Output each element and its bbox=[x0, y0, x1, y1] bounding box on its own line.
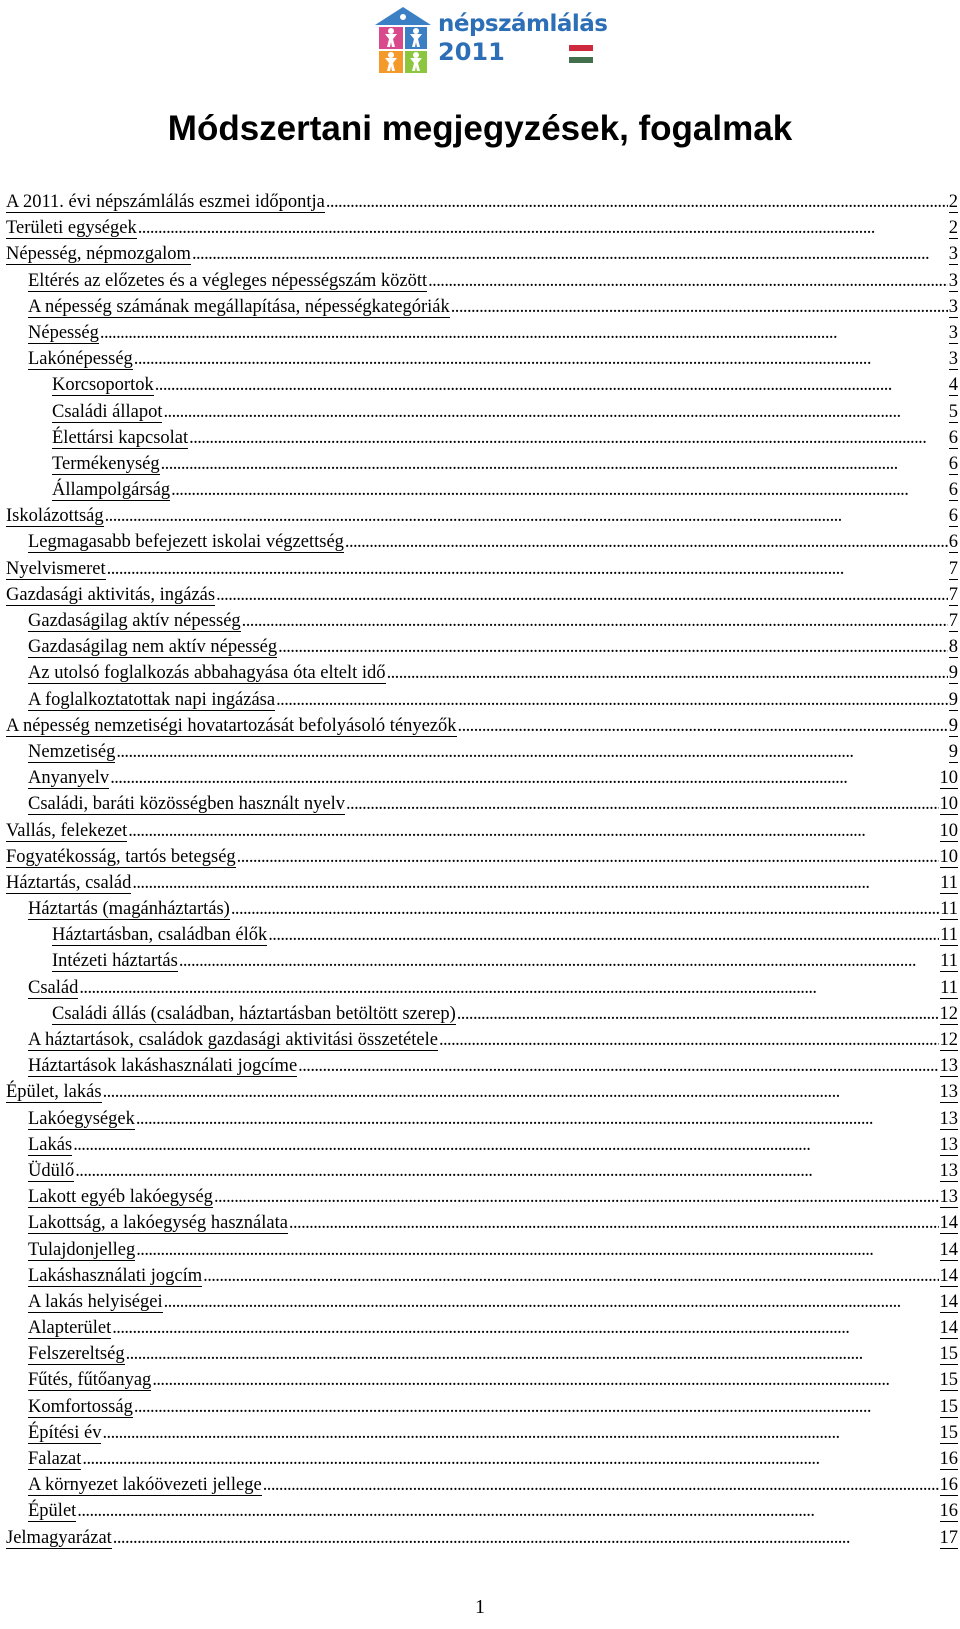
toc-entry[interactable] bbox=[6, 189, 958, 215]
toc-entry-label[interactable]: Termékenység bbox=[52, 453, 160, 474]
toc-entry[interactable] bbox=[6, 1237, 958, 1263]
toc-entry-page[interactable]: 10 bbox=[939, 794, 958, 815]
toc-entry[interactable] bbox=[6, 1158, 958, 1184]
census-logo-word: népszámlálás bbox=[438, 11, 608, 37]
toc-entry[interactable] bbox=[6, 1420, 958, 1446]
toc-dot-leader bbox=[289, 1210, 939, 1236]
toc-dot-leader bbox=[179, 948, 939, 974]
toc-entry-page[interactable]: 3 bbox=[948, 322, 958, 343]
toc-entry-page[interactable]: 2 bbox=[948, 218, 958, 239]
toc-entry-page[interactable]: 15 bbox=[939, 1370, 958, 1391]
toc-dot-leader bbox=[346, 791, 939, 817]
toc-entry[interactable] bbox=[6, 1210, 958, 1236]
toc-dot-leader bbox=[110, 765, 938, 791]
toc-entry[interactable] bbox=[6, 1394, 958, 1420]
toc-entry-page[interactable]: 14 bbox=[939, 1265, 958, 1286]
toc-entry[interactable] bbox=[6, 1525, 958, 1551]
toc-entry-page[interactable]: 4 bbox=[948, 375, 958, 396]
toc-entry-label[interactable]: Intézeti háztartás bbox=[52, 951, 178, 972]
toc-entry-page[interactable]: 15 bbox=[939, 1344, 958, 1365]
toc-entry-page[interactable]: 15 bbox=[939, 1422, 958, 1443]
toc-entry[interactable] bbox=[6, 425, 958, 451]
toc-entry-page[interactable]: 11 bbox=[940, 899, 958, 920]
toc-entry[interactable] bbox=[6, 346, 958, 372]
toc-entry[interactable] bbox=[6, 241, 958, 267]
toc-entry-label[interactable]: Legmagasabb befejezett iskolai végzettség bbox=[28, 532, 344, 553]
toc-entry-label[interactable]: Gazdaságilag nem aktív népesség bbox=[28, 637, 278, 658]
toc-entry[interactable] bbox=[6, 870, 958, 896]
toc-entry-label[interactable]: Korcsoportok bbox=[52, 375, 154, 396]
toc-entry[interactable] bbox=[6, 713, 958, 739]
toc-entry[interactable] bbox=[6, 1289, 958, 1315]
toc-dot-leader bbox=[116, 739, 947, 765]
toc-entry-page[interactable]: 13 bbox=[939, 1108, 958, 1129]
toc-entry-page[interactable]: 15 bbox=[939, 1396, 958, 1417]
toc-entry[interactable] bbox=[6, 818, 958, 844]
toc-entry[interactable] bbox=[6, 1001, 958, 1027]
toc-entry[interactable] bbox=[6, 1053, 958, 1079]
toc-entry-page[interactable]: 6 bbox=[948, 427, 958, 448]
toc-entry-label[interactable]: Gazdaságilag aktív népesség bbox=[28, 611, 241, 631]
toc-entry-page[interactable]: 6 bbox=[948, 453, 958, 474]
toc-dot-leader bbox=[451, 294, 948, 320]
toc-dot-leader bbox=[105, 503, 948, 529]
toc-entry-label[interactable]: Háztartásban, családban élők bbox=[52, 925, 268, 946]
toc-entry-label[interactable]: Család bbox=[28, 977, 79, 998]
toc-entry-label[interactable]: A háztartások, családok gazdasági aktivitási összetétele bbox=[28, 1030, 438, 1050]
toc-entry-label[interactable]: Élettársi kapcsolat bbox=[52, 427, 189, 448]
toc-entry-label[interactable]: Felszereltség bbox=[28, 1344, 125, 1365]
toc-dot-leader bbox=[82, 1446, 938, 1472]
toc-entry-label[interactable]: A lakás helyiségei bbox=[28, 1291, 163, 1312]
toc-dot-leader bbox=[113, 1525, 939, 1551]
toc-entry-page[interactable]: 13 bbox=[939, 1160, 958, 1181]
toc-entry-label[interactable]: Eltérés az előzetes és a végleges népességszám között bbox=[28, 270, 428, 291]
toc-entry-page[interactable]: 2 bbox=[948, 192, 958, 212]
toc-entry-page[interactable]: 9 bbox=[948, 741, 958, 762]
toc-entry-page[interactable]: 6 bbox=[948, 506, 958, 527]
toc-entry-label[interactable]: Nyelvismeret bbox=[6, 558, 106, 579]
toc-entry-page[interactable]: 6 bbox=[948, 532, 958, 553]
toc-dot-leader bbox=[134, 1394, 939, 1420]
census-logo bbox=[371, 3, 608, 75]
toc-dot-leader bbox=[263, 1472, 939, 1498]
table-of-contents bbox=[6, 189, 958, 1551]
toc-entry-label[interactable]: Háztartás, család bbox=[6, 872, 132, 893]
toc-entry-page[interactable]: 13 bbox=[939, 1056, 958, 1077]
toc-entry-page[interactable]: 16 bbox=[939, 1449, 958, 1469]
toc-dot-leader bbox=[75, 1158, 938, 1184]
toc-entry-page[interactable]: 10 bbox=[939, 768, 958, 789]
toc-dot-leader bbox=[79, 975, 939, 1001]
toc-entry[interactable] bbox=[6, 1498, 958, 1524]
toc-entry-label[interactable]: Épület bbox=[28, 1501, 77, 1522]
toc-dot-leader bbox=[192, 241, 948, 267]
toc-dot-leader bbox=[128, 818, 938, 844]
toc-dot-leader bbox=[126, 1341, 939, 1367]
toc-entry[interactable] bbox=[6, 844, 958, 870]
toc-entry-page[interactable]: 11 bbox=[940, 951, 958, 972]
toc-entry-page[interactable]: 3 bbox=[948, 349, 958, 370]
toc-entry-label[interactable]: Fogyatékosság, tartós betegség bbox=[6, 846, 236, 867]
toc-dot-leader bbox=[237, 844, 939, 870]
toc-entry-label[interactable]: Alapterület bbox=[28, 1318, 112, 1339]
toc-dot-leader bbox=[164, 1289, 939, 1315]
toc-entry-label[interactable]: Komfortosság bbox=[28, 1396, 133, 1417]
toc-dot-leader bbox=[439, 1027, 939, 1053]
toc-entry[interactable] bbox=[6, 1184, 958, 1210]
toc-dot-leader bbox=[102, 1420, 938, 1446]
toc-entry-label[interactable]: Épület, lakás bbox=[6, 1082, 102, 1103]
toc-entry[interactable] bbox=[6, 582, 958, 608]
toc-entry[interactable] bbox=[6, 739, 958, 765]
toc-entry-label[interactable]: A környezet lakóövezeti jellege bbox=[28, 1475, 262, 1496]
toc-dot-leader bbox=[203, 1263, 938, 1289]
toc-entry-label[interactable]: Iskolázottság bbox=[6, 506, 104, 527]
toc-entry[interactable] bbox=[6, 1472, 958, 1498]
toc-entry-page[interactable]: 11 bbox=[940, 872, 958, 893]
census-logo-figures-icon bbox=[371, 3, 435, 75]
toc-entry[interactable] bbox=[6, 1263, 958, 1289]
toc-dot-leader bbox=[216, 582, 948, 608]
toc-entry-label[interactable]: Gazdasági aktivitás, ingázás bbox=[6, 584, 216, 605]
toc-entry-label[interactable]: A 2011. évi népszámlálás eszmei időpontja bbox=[6, 192, 325, 212]
toc-dot-leader bbox=[152, 1367, 938, 1393]
toc-dot-leader bbox=[231, 896, 939, 922]
toc-dot-leader bbox=[278, 634, 948, 660]
toc-entry[interactable] bbox=[6, 660, 958, 686]
toc-entry[interactable] bbox=[6, 922, 958, 948]
toc-entry-page[interactable]: 3 bbox=[948, 270, 958, 291]
toc-dot-leader bbox=[132, 870, 939, 896]
toc-entry[interactable] bbox=[6, 975, 958, 1001]
toc-dot-leader bbox=[189, 425, 948, 451]
toc-entry[interactable] bbox=[6, 1079, 958, 1105]
toc-entry-page[interactable]: 14 bbox=[939, 1318, 958, 1339]
toc-entry[interactable] bbox=[6, 529, 958, 555]
toc-entry[interactable] bbox=[6, 503, 958, 529]
toc-entry-page[interactable]: 14 bbox=[939, 1239, 958, 1260]
toc-dot-leader bbox=[73, 1132, 938, 1158]
toc-dot-leader bbox=[345, 529, 948, 555]
toc-entry-page[interactable]: 9 bbox=[948, 663, 958, 684]
toc-entry[interactable] bbox=[6, 477, 958, 503]
toc-dot-leader bbox=[171, 477, 948, 503]
toc-entry-label[interactable]: Jelmagyarázat bbox=[6, 1527, 112, 1548]
toc-dot-leader bbox=[77, 1498, 938, 1524]
toc-entry-page[interactable]: 16 bbox=[939, 1475, 958, 1496]
toc-entry-page[interactable]: 16 bbox=[939, 1501, 958, 1522]
page-title: Módszertani megjegyzések, fogalmak bbox=[167, 109, 793, 148]
toc-dot-leader bbox=[458, 713, 948, 739]
toc-entry-page[interactable]: 6 bbox=[948, 480, 958, 501]
toc-entry-label[interactable]: A foglalkoztatottak napi ingázása bbox=[28, 689, 276, 710]
toc-entry[interactable] bbox=[6, 294, 958, 320]
toc-entry-page[interactable]: 13 bbox=[939, 1187, 958, 1208]
toc-dot-leader bbox=[163, 399, 947, 425]
toc-dot-leader bbox=[136, 1237, 938, 1263]
toc-entry-page[interactable]: 10 bbox=[939, 820, 958, 841]
toc-entry-label[interactable]: Az utolsó foglalkozás abbahagyása óta eltelt idő bbox=[28, 663, 386, 684]
toc-entry-label[interactable]: Lakónépesség bbox=[28, 349, 133, 370]
toc-entry[interactable] bbox=[6, 634, 958, 660]
toc-entry-page[interactable]: 12 bbox=[939, 1030, 958, 1050]
toc-dot-leader bbox=[457, 1001, 939, 1027]
toc-dot-leader bbox=[138, 215, 948, 241]
toc-entry-page[interactable]: 9 bbox=[948, 715, 958, 736]
page-number: 1 bbox=[475, 1596, 485, 1618]
toc-entry-label[interactable]: Lakóegységek bbox=[28, 1108, 135, 1129]
toc-dot-leader bbox=[161, 451, 948, 477]
toc-entry-page[interactable]: 3 bbox=[948, 244, 958, 265]
toc-entry[interactable] bbox=[6, 1106, 958, 1132]
toc-entry-label[interactable]: Népesség bbox=[28, 322, 99, 343]
toc-entry[interactable] bbox=[6, 1315, 958, 1341]
toc-entry-page[interactable]: 13 bbox=[939, 1082, 958, 1103]
toc-entry-label[interactable]: Lakott egyéb lakóegység bbox=[28, 1187, 213, 1208]
hungarian-flag-icon bbox=[569, 45, 593, 63]
toc-entry[interactable] bbox=[6, 608, 958, 634]
toc-entry[interactable] bbox=[6, 215, 958, 241]
toc-entry-label[interactable]: Lakáshasználati jogcím bbox=[28, 1265, 203, 1286]
toc-entry-label[interactable]: A népesség számának megállapítása, népességkategóriák bbox=[28, 296, 450, 317]
toc-entry-page[interactable]: 11 bbox=[940, 977, 958, 998]
toc-dot-leader bbox=[134, 346, 948, 372]
toc-entry-page[interactable]: 12 bbox=[939, 1003, 958, 1024]
toc-entry[interactable] bbox=[6, 791, 958, 817]
toc-entry[interactable] bbox=[6, 1132, 958, 1158]
toc-entry-label[interactable]: Üdülő bbox=[28, 1160, 75, 1181]
toc-entry[interactable] bbox=[6, 687, 958, 713]
toc-entry[interactable] bbox=[6, 1446, 958, 1472]
toc-dot-leader bbox=[107, 556, 948, 582]
toc-dot-leader bbox=[112, 1315, 938, 1341]
toc-entry[interactable] bbox=[6, 765, 958, 791]
toc-dot-leader bbox=[276, 687, 948, 713]
toc-entry-label[interactable]: Falazat bbox=[28, 1449, 82, 1469]
toc-entry[interactable] bbox=[6, 1341, 958, 1367]
toc-entry[interactable] bbox=[6, 1027, 958, 1053]
toc-entry[interactable] bbox=[6, 399, 958, 425]
toc-entry-label[interactable]: Tulajdonjelleg bbox=[28, 1239, 136, 1260]
toc-entry-page[interactable]: 17 bbox=[939, 1527, 958, 1548]
toc-entry-page[interactable]: 13 bbox=[939, 1134, 958, 1155]
toc-entry-page[interactable]: 14 bbox=[939, 1291, 958, 1312]
toc-dot-leader bbox=[100, 320, 948, 346]
toc-entry-page[interactable]: 11 bbox=[940, 925, 958, 946]
toc-entry[interactable] bbox=[6, 451, 958, 477]
toc-dot-leader bbox=[326, 189, 948, 215]
toc-entry-label[interactable]: Fűtés, fűtőanyag bbox=[28, 1370, 152, 1391]
toc-entry-label[interactable]: Területi egységek bbox=[6, 218, 137, 239]
toc-dot-leader bbox=[298, 1053, 938, 1079]
toc-entry-label[interactable]: Nemzetiség bbox=[28, 741, 116, 762]
toc-entry-page[interactable]: 9 bbox=[948, 689, 958, 710]
toc-entry-page[interactable]: 10 bbox=[939, 846, 958, 867]
toc-entry-page[interactable]: 7 bbox=[948, 558, 958, 579]
toc-entry[interactable] bbox=[6, 556, 958, 582]
census-logo-year: 2011 bbox=[438, 38, 505, 66]
toc-entry-label[interactable]: Családi, baráti közösségben használt nyelv bbox=[28, 794, 345, 815]
toc-entry-label[interactable]: Háztartások lakáshasználati jogcíme bbox=[28, 1056, 298, 1077]
toc-entry-label[interactable]: Építési év bbox=[28, 1422, 102, 1443]
toc-entry-label[interactable]: Lakás bbox=[28, 1134, 73, 1155]
toc-entry-page[interactable]: 3 bbox=[948, 296, 958, 317]
toc-entry-label[interactable]: Vallás, felekezet bbox=[6, 820, 128, 841]
toc-entry-page[interactable]: 7 bbox=[948, 584, 958, 605]
toc-dot-leader bbox=[242, 608, 948, 634]
toc-entry[interactable] bbox=[6, 948, 958, 974]
toc-entry-page[interactable]: 7 bbox=[948, 611, 958, 631]
toc-entry[interactable] bbox=[6, 896, 958, 922]
toc-dot-leader bbox=[103, 1079, 939, 1105]
toc-entry-label[interactable]: Háztartás (magánháztartás) bbox=[28, 899, 230, 920]
toc-entry-label[interactable]: Családi állás (családban, háztartásban betöltött szerep) bbox=[52, 1003, 456, 1024]
toc-entry-page[interactable]: 5 bbox=[948, 401, 958, 422]
toc-entry-label[interactable]: A népesség nemzetiségi hovatartozását befolyásoló tényezők bbox=[6, 715, 457, 736]
toc-entry[interactable] bbox=[6, 320, 958, 346]
toc-dot-leader bbox=[214, 1184, 939, 1210]
toc-entry-label[interactable]: Anyanyelv bbox=[28, 768, 110, 789]
toc-dot-leader bbox=[155, 372, 948, 398]
toc-entry-label[interactable]: Népesség, népmozgalom bbox=[6, 244, 191, 265]
toc-entry[interactable] bbox=[6, 268, 958, 294]
toc-dot-leader bbox=[387, 660, 948, 686]
toc-dot-leader bbox=[136, 1106, 939, 1132]
toc-entry-label[interactable]: Állampolgárság bbox=[52, 480, 171, 501]
toc-dot-leader bbox=[428, 268, 948, 294]
toc-entry[interactable] bbox=[6, 1367, 958, 1393]
toc-entry-label[interactable]: Családi állapot bbox=[52, 401, 163, 422]
toc-entry[interactable] bbox=[6, 372, 958, 398]
toc-dot-leader bbox=[268, 922, 939, 948]
toc-entry-page[interactable]: 8 bbox=[948, 637, 958, 658]
toc-entry-label[interactable]: Lakottság, a lakóegység használata bbox=[28, 1213, 288, 1234]
toc-entry-page[interactable]: 14 bbox=[939, 1213, 958, 1234]
